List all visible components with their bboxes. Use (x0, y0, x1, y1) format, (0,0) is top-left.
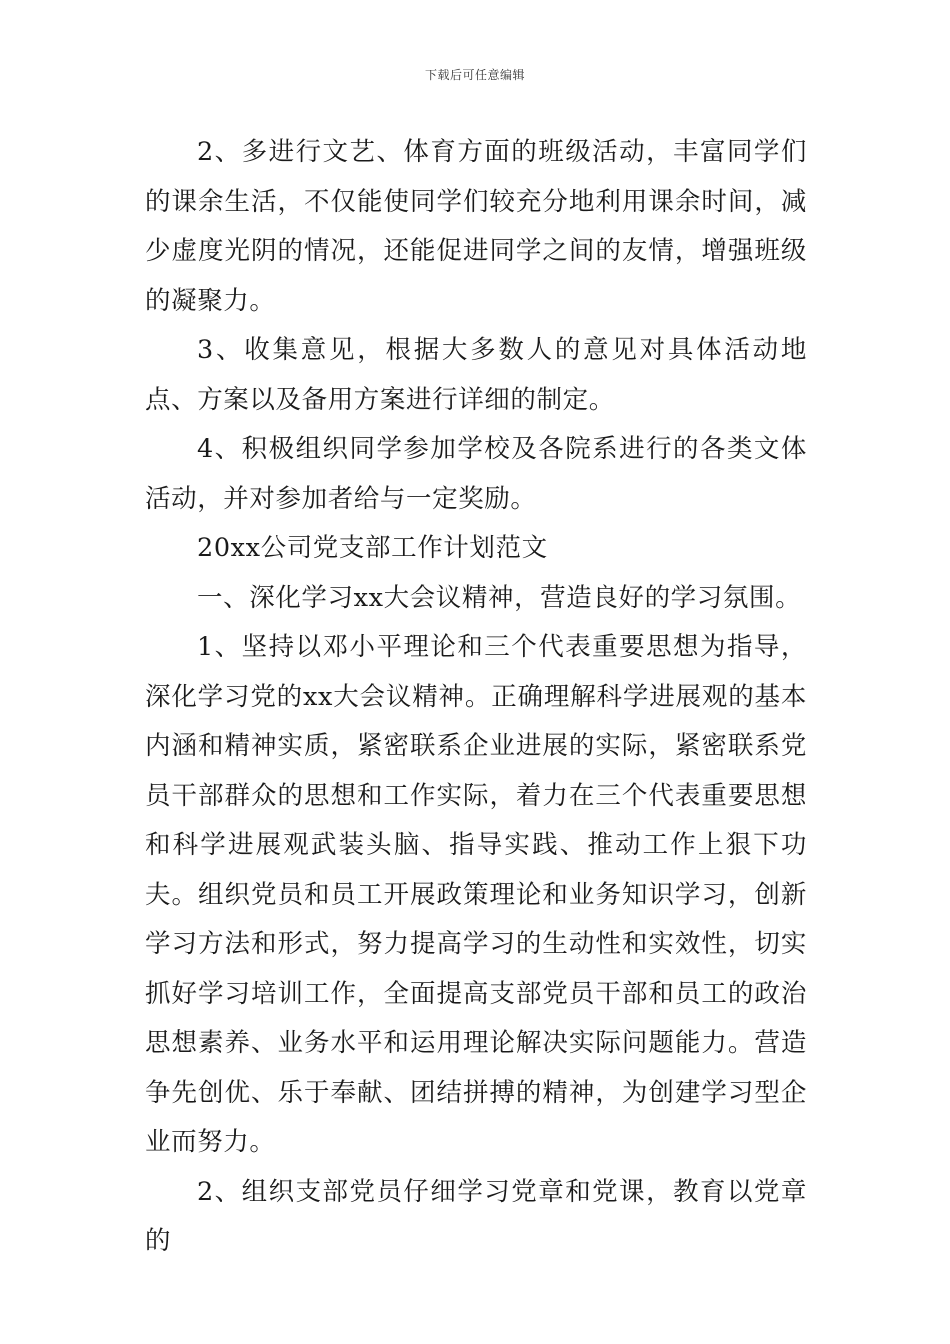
page-header: 下载后可任意编辑 (424, 68, 525, 82)
paragraph-organize-students: 4、积极组织同学参加学校及各院系进行的各类文体活动，并对参加者给与一定奖励。 (145, 434, 807, 514)
paragraph-activities: 2、多进行文艺、体育方面的班级活动，丰富同学们的课余生活，不仅能使同学们较充分地利用课余时间，减少虚度光阴的情况，还能促进同学之间的友情，增强班级的凝聚力。 (145, 137, 807, 316)
paragraph-theory-study: 1、坚持以邓小平理论和三个代表重要思想为指导，深化学习党的xx大会议精神。正确理解科学进展观的基本内涵和精神实质，紧密联系企业进展的实际，紧密联系党员干部群众的思想和工作实际，着力在三个代表重要思想和科学进展观武装头脑、指导实践、推动工作上狠下功夫。组织党员和员工开展政策理论和业务知识学习，创新学习方法和形式，努力提高学习的生动性和实效性，切实抓好学习培训工作，全面提高支部党员干部和员工的政治思想素养、业务水平和运用理论解决实际问题能力。营造争先创优、乐于奉献、团结拼搏的精神，为创建学习型企业而努力。 (145, 632, 807, 1157)
heading-section-one: 一、深化学习xx大会议精神，营造良好的学习氛围。 (197, 582, 802, 613)
paragraph-collect-opinions: 3、收集意见，根据大多数人的意见对具体活动地点、方案以及备用方案进行详细的制定。 (145, 335, 807, 415)
section-title: 20xx公司党支部工作计划范文 (197, 533, 548, 563)
paragraph-party-charter: 2、组织支部党员仔细学习党章和党课，教育以党章的 (145, 1176, 807, 1256)
document-body (145, 128, 807, 1267)
